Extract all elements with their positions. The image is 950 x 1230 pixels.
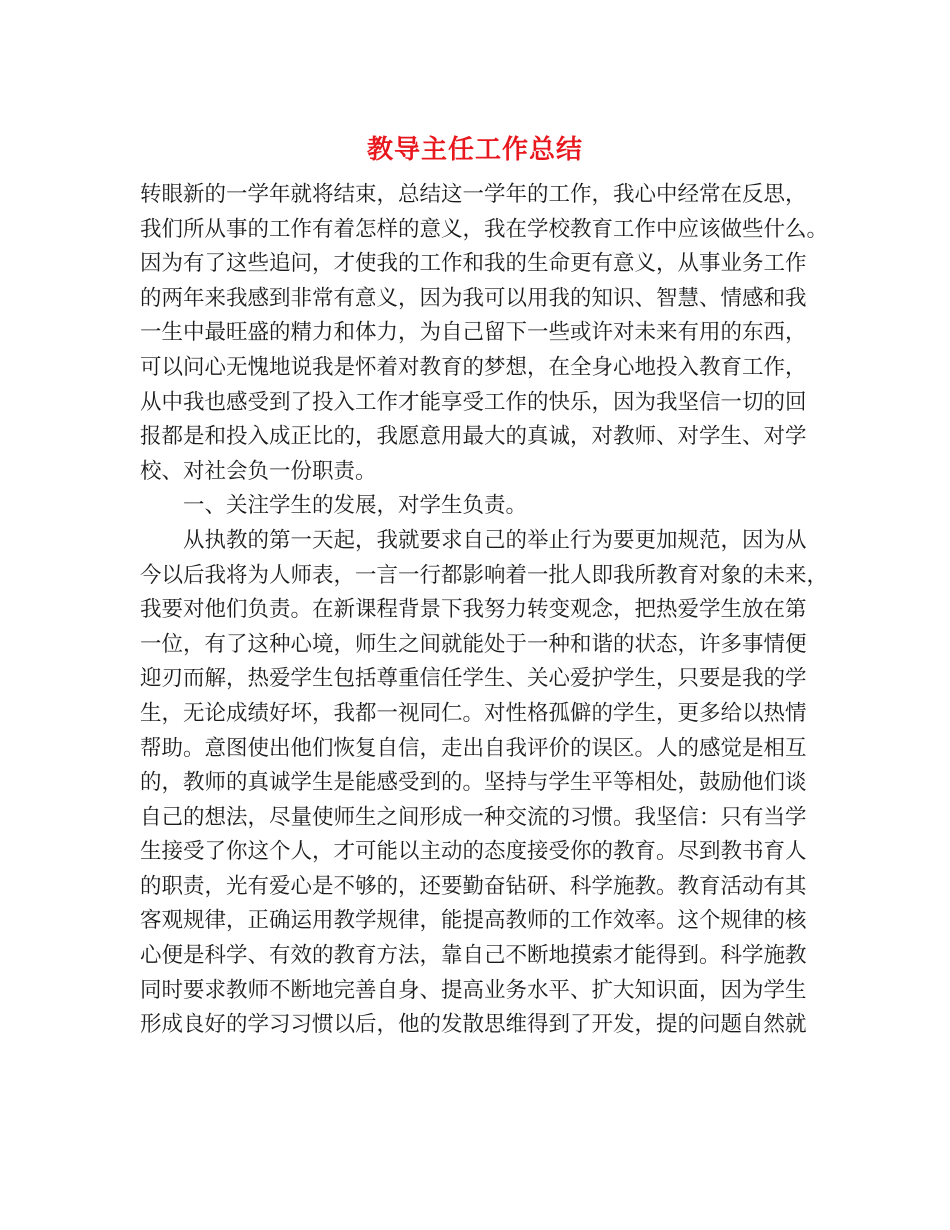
text-line: 的，教师的真诚学生是能感受到的。坚持与学生平等相处，鼓励他们谈 <box>140 770 807 796</box>
text-line: 同时要求教师不断地完善自身、提高业务水平、扩大知识面，因为学生 <box>140 977 807 1003</box>
text-line: 校、对社会负一份职责。 <box>140 458 377 484</box>
text-line: 迎刃而解，热爱学生包括尊重信任学生、关心爱护学生，只要是我的学 <box>140 666 807 692</box>
text-line: 可以问心无愧地说我是怀着对教育的梦想，在全身心地投入教育工作， <box>140 354 807 380</box>
document-title: 教导主任工作总结 <box>366 135 583 165</box>
text-line: 客观规律，正确运用教学规律，能提高教师的工作效率。这个规律的核 <box>140 908 807 934</box>
text-line: 心便是科学、有效的教育方法，靠自己不断地摸索才能得到。科学施教 <box>140 943 807 969</box>
text-line: 从执教的第一天起，我就要求自己的举止行为要更加规范，因为从 <box>183 527 807 553</box>
text-line: 形成良好的学习习惯以后，他的发散思维得到了开发，提的问题自然就 <box>140 1012 807 1038</box>
text-line: 我们所从事的工作有着怎样的意义，我在学校教育工作中应该做些什么。 <box>140 216 829 242</box>
text-line: 因为有了这些追问，才使我的工作和我的生命更有意义，从事业务工作 <box>140 251 807 277</box>
text-line: 今以后我将为人师表，一言一行都影响着一批人即我所教育对象的未来， <box>140 562 829 588</box>
text-line: 生，无论成绩好坏，我都一视同仁。对性格孤僻的学生，更多给以热情 <box>140 700 807 726</box>
text-line: 的两年来我感到非常有意义，因为我可以用我的知识、智慧、情感和我 <box>140 285 807 311</box>
section-heading: 一、关注学生的发展，对学生负责。 <box>183 493 528 519</box>
document-body <box>140 178 830 1043</box>
text-line: 从中我也感受到了投入工作才能享受工作的快乐，因为我坚信一切的回 <box>140 389 807 415</box>
text-line: 转眼新的一学年就将结束，总结这一学年的工作，我心中经常在反思， <box>140 182 807 207</box>
text-line: 一位，有了这种心境，师生之间就能处于一种和谐的状态，许多事情便 <box>140 631 807 657</box>
text-line: 生接受了你这个人，才可能以主动的态度接受你的教育。尽到教书育人 <box>140 839 807 865</box>
text-line: 我要对他们负责。在新课程背景下我努力转变观念，把热爱学生放在第 <box>140 597 807 623</box>
text-line: 报都是和投入成正比的，我愿意用最大的真诚，对教师、对学生、对学 <box>140 424 807 450</box>
text-line: 自己的想法，尽量使师生之间形成一种交流的习惯。我坚信：只有当学 <box>140 804 807 830</box>
text-line: 帮助。意图使出他们恢复自信，走出自我评价的误区。人的感觉是相互 <box>140 735 807 761</box>
text-line: 的职责，光有爱心是不够的，还要勤奋钻研、科学施教。教育活动有其 <box>140 873 807 899</box>
text-line: 一生中最旺盛的精力和体力，为自己留下一些或许对未来有用的东西， <box>140 320 807 346</box>
